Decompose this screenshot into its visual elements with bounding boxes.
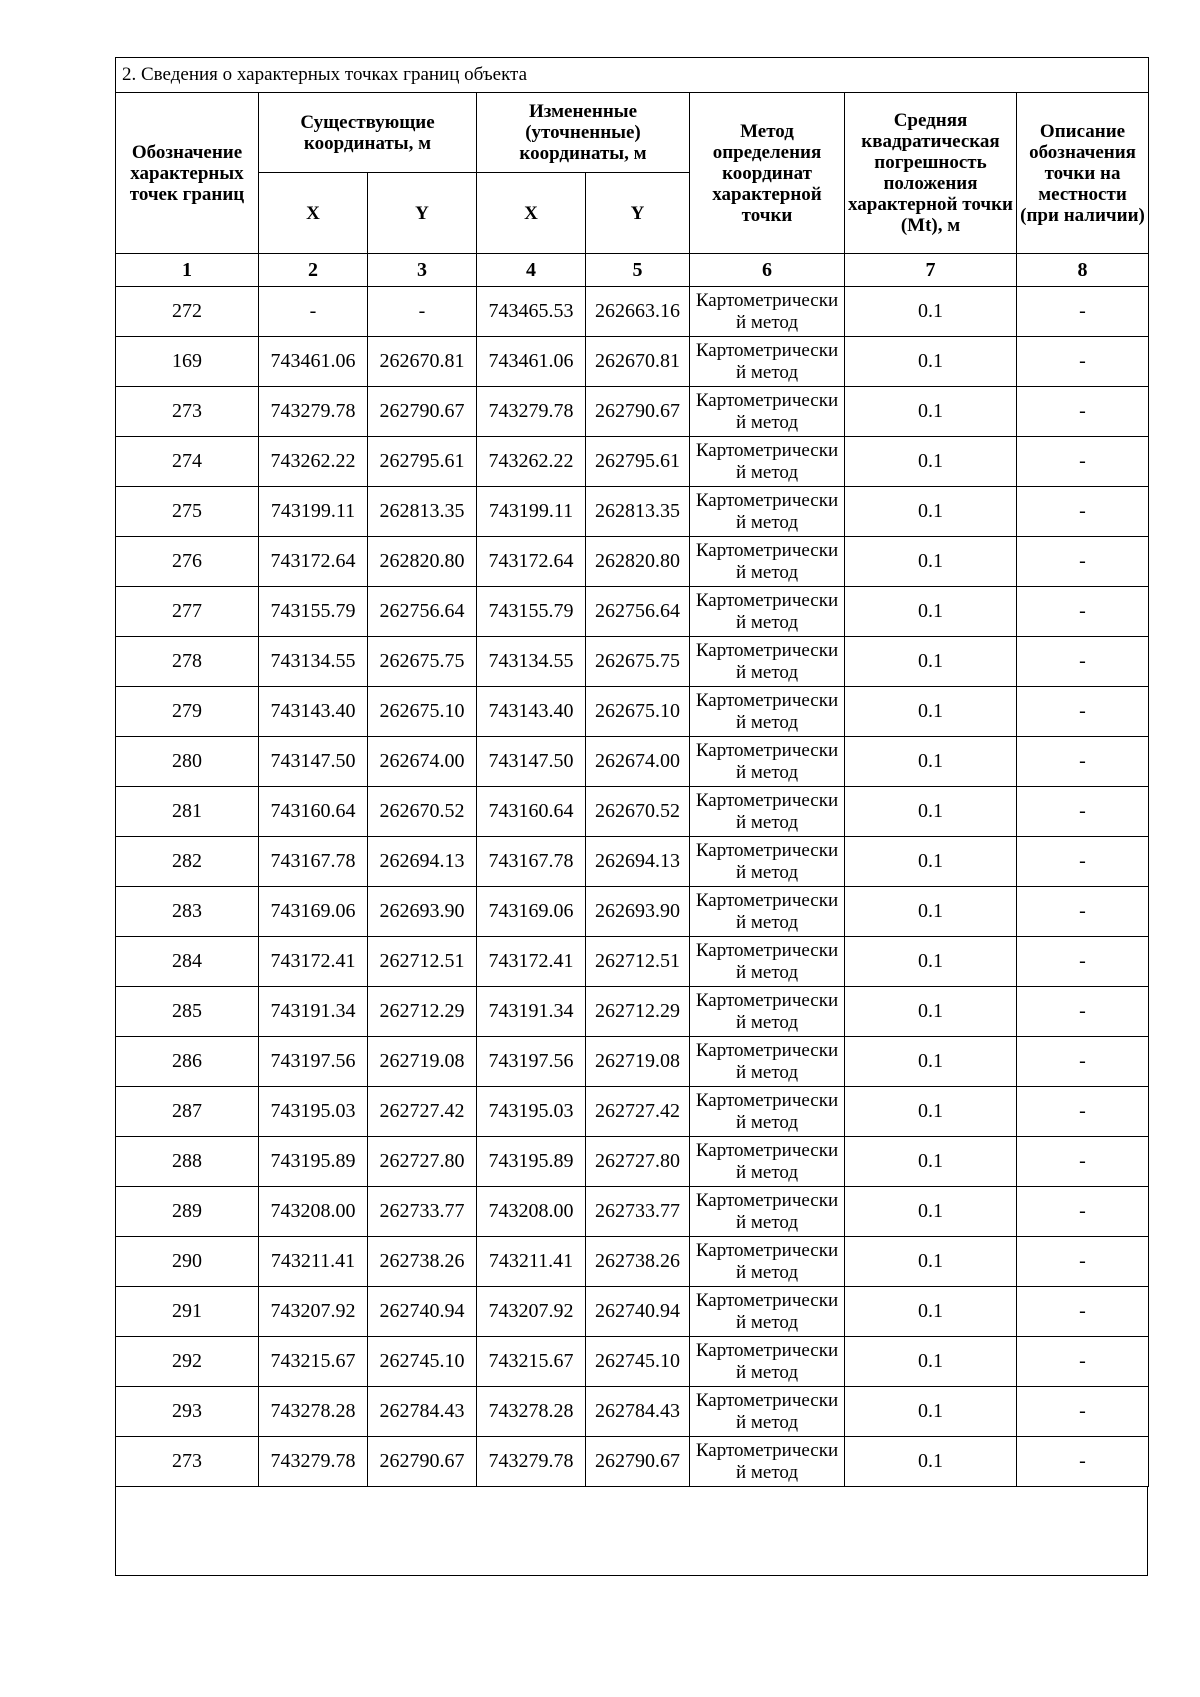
cell-method: Картометрический метод <box>690 787 845 837</box>
cell-description: - <box>1017 1287 1149 1337</box>
cell-existing-x: 743215.67 <box>259 1337 368 1387</box>
cell-method: Картометрический метод <box>690 287 845 337</box>
cell-method: Картометрический метод <box>690 737 845 787</box>
cell-existing-x: 743199.11 <box>259 487 368 537</box>
header-existing-y: Y <box>368 173 477 254</box>
cell-existing-y: 262733.77 <box>368 1187 477 1237</box>
cell-existing-x: 743211.41 <box>259 1237 368 1287</box>
cell-description: - <box>1017 1087 1149 1137</box>
table-row <box>116 1237 1149 1287</box>
cell-changed-y: 262674.00 <box>586 737 690 787</box>
cell-existing-x: 743262.22 <box>259 437 368 487</box>
table-row <box>116 687 1149 737</box>
cell-error: 0.1 <box>845 737 1017 787</box>
cell-method: Картометрический метод <box>690 337 845 387</box>
cell-method: Картометрический метод <box>690 437 845 487</box>
cell-point: 277 <box>116 587 259 637</box>
column-number-row <box>116 254 1149 287</box>
cell-changed-x: 743465.53 <box>477 287 586 337</box>
cell-existing-y: 262790.67 <box>368 1437 477 1487</box>
table-row <box>116 587 1149 637</box>
cell-description: - <box>1017 437 1149 487</box>
cell-changed-y: 262712.29 <box>586 987 690 1037</box>
cell-description: - <box>1017 1137 1149 1187</box>
cell-error: 0.1 <box>845 787 1017 837</box>
cell-description: - <box>1017 737 1149 787</box>
table-body <box>116 287 1149 1487</box>
cell-error: 0.1 <box>845 1337 1017 1387</box>
cell-changed-y: 262820.80 <box>586 537 690 587</box>
cell-changed-x: 743143.40 <box>477 687 586 737</box>
cell-existing-x: 743279.78 <box>259 1437 368 1487</box>
cell-description: - <box>1017 987 1149 1037</box>
empty-bottom-box <box>115 1487 1148 1576</box>
table-row <box>116 637 1149 687</box>
table-row <box>116 737 1149 787</box>
cell-changed-y: 262813.35 <box>586 487 690 537</box>
cell-error: 0.1 <box>845 687 1017 737</box>
header-row-1 <box>116 93 1149 173</box>
cell-point: 282 <box>116 837 259 887</box>
cell-changed-x: 743160.64 <box>477 787 586 837</box>
cell-existing-x: 743169.06 <box>259 887 368 937</box>
cell-description: - <box>1017 837 1149 887</box>
cell-error: 0.1 <box>845 587 1017 637</box>
cell-error: 0.1 <box>845 387 1017 437</box>
cell-existing-x: 743197.56 <box>259 1037 368 1087</box>
cell-changed-y: 262733.77 <box>586 1187 690 1237</box>
cell-error: 0.1 <box>845 537 1017 587</box>
cell-point: 275 <box>116 487 259 537</box>
cell-changed-x: 743147.50 <box>477 737 586 787</box>
cell-changed-y: 262675.75 <box>586 637 690 687</box>
cell-changed-x: 743197.56 <box>477 1037 586 1087</box>
cell-changed-x: 743279.78 <box>477 387 586 437</box>
cell-error: 0.1 <box>845 1237 1017 1287</box>
cell-point: 287 <box>116 1087 259 1137</box>
cell-existing-y: 262694.13 <box>368 837 477 887</box>
cell-existing-y: 262820.80 <box>368 537 477 587</box>
cell-changed-x: 743167.78 <box>477 837 586 887</box>
cell-error: 0.1 <box>845 487 1017 537</box>
cell-method: Картометрический метод <box>690 937 845 987</box>
cell-error: 0.1 <box>845 987 1017 1037</box>
column-number: 5 <box>586 254 690 287</box>
cell-changed-y: 262740.94 <box>586 1287 690 1337</box>
cell-changed-y: 262663.16 <box>586 287 690 337</box>
cell-point: 272 <box>116 287 259 337</box>
cell-changed-x: 743172.64 <box>477 537 586 587</box>
cell-changed-y: 262756.64 <box>586 587 690 637</box>
cell-changed-x: 743199.11 <box>477 487 586 537</box>
cell-description: - <box>1017 1387 1149 1437</box>
cell-changed-x: 743262.22 <box>477 437 586 487</box>
cell-existing-y: 262795.61 <box>368 437 477 487</box>
cell-description: - <box>1017 687 1149 737</box>
cell-existing-x: 743279.78 <box>259 387 368 437</box>
cell-existing-x: 743172.64 <box>259 537 368 587</box>
cell-error: 0.1 <box>845 837 1017 887</box>
cell-existing-y: 262813.35 <box>368 487 477 537</box>
cell-description: - <box>1017 1037 1149 1087</box>
cell-existing-x: 743160.64 <box>259 787 368 837</box>
cell-error: 0.1 <box>845 937 1017 987</box>
cell-method: Картометрический метод <box>690 637 845 687</box>
table-row <box>116 1387 1149 1437</box>
cell-point: 283 <box>116 887 259 937</box>
cell-existing-x: 743167.78 <box>259 837 368 887</box>
cell-point: 280 <box>116 737 259 787</box>
cell-changed-x: 743279.78 <box>477 1437 586 1487</box>
section-title-row <box>116 58 1149 93</box>
header-existing-coords: Существующие координаты, м <box>259 93 477 173</box>
cell-changed-x: 743207.92 <box>477 1287 586 1337</box>
cell-changed-y: 262745.10 <box>586 1337 690 1387</box>
cell-point: 274 <box>116 437 259 487</box>
cell-method: Картометрический метод <box>690 1037 845 1087</box>
cell-changed-x: 743172.41 <box>477 937 586 987</box>
cell-existing-y: 262738.26 <box>368 1237 477 1287</box>
cell-point: 286 <box>116 1037 259 1087</box>
cell-changed-y: 262784.43 <box>586 1387 690 1437</box>
cell-existing-y: 262674.00 <box>368 737 477 787</box>
header-changed-y: Y <box>586 173 690 254</box>
cell-error: 0.1 <box>845 1087 1017 1137</box>
cell-point: 278 <box>116 637 259 687</box>
cell-existing-x: 743461.06 <box>259 337 368 387</box>
cell-error: 0.1 <box>845 887 1017 937</box>
cell-description: - <box>1017 537 1149 587</box>
cell-point: 293 <box>116 1387 259 1437</box>
cell-changed-y: 262790.67 <box>586 387 690 437</box>
cell-existing-y: 262740.94 <box>368 1287 477 1337</box>
cell-error: 0.1 <box>845 1137 1017 1187</box>
cell-changed-y: 262719.08 <box>586 1037 690 1087</box>
column-number: 7 <box>845 254 1017 287</box>
cell-existing-x: 743195.03 <box>259 1087 368 1137</box>
table-row <box>116 937 1149 987</box>
cell-point: 279 <box>116 687 259 737</box>
table-row <box>116 1187 1149 1237</box>
cell-changed-x: 743195.89 <box>477 1137 586 1187</box>
cell-point: 273 <box>116 387 259 437</box>
cell-method: Картометрический метод <box>690 987 845 1037</box>
header-existing-x: X <box>259 173 368 254</box>
cell-changed-y: 262670.52 <box>586 787 690 837</box>
cell-point: 292 <box>116 1337 259 1387</box>
cell-changed-y: 262694.13 <box>586 837 690 887</box>
table-row <box>116 487 1149 537</box>
cell-description: - <box>1017 937 1149 987</box>
cell-method: Картометрический метод <box>690 887 845 937</box>
table-row <box>116 987 1149 1037</box>
cell-method: Картометрический метод <box>690 487 845 537</box>
cell-changed-y: 262693.90 <box>586 887 690 937</box>
cell-existing-x: 743155.79 <box>259 587 368 637</box>
cell-changed-y: 262738.26 <box>586 1237 690 1287</box>
cell-existing-x: 743207.92 <box>259 1287 368 1337</box>
cell-existing-y: 262727.42 <box>368 1087 477 1137</box>
cell-description: - <box>1017 337 1149 387</box>
cell-point: 169 <box>116 337 259 387</box>
cell-existing-y: 262670.52 <box>368 787 477 837</box>
cell-existing-x: 743195.89 <box>259 1137 368 1187</box>
cell-method: Картометрический метод <box>690 1287 845 1337</box>
cell-description: - <box>1017 587 1149 637</box>
cell-point: 281 <box>116 787 259 837</box>
cell-description: - <box>1017 1187 1149 1237</box>
cell-existing-x: 743208.00 <box>259 1187 368 1237</box>
cell-description: - <box>1017 387 1149 437</box>
cell-existing-y: 262719.08 <box>368 1037 477 1087</box>
table-row <box>116 1087 1149 1137</box>
cell-error: 0.1 <box>845 337 1017 387</box>
table-row <box>116 537 1149 587</box>
cell-existing-y: 262712.51 <box>368 937 477 987</box>
cell-existing-x: 743147.50 <box>259 737 368 787</box>
cell-changed-y: 262727.42 <box>586 1087 690 1137</box>
cell-method: Картометрический метод <box>690 537 845 587</box>
cell-error: 0.1 <box>845 1037 1017 1087</box>
cell-existing-x: 743143.40 <box>259 687 368 737</box>
table-row <box>116 887 1149 937</box>
table-row <box>116 1037 1149 1087</box>
cell-description: - <box>1017 1437 1149 1487</box>
cell-existing-y: 262790.67 <box>368 387 477 437</box>
table-row <box>116 1137 1149 1187</box>
cell-method: Картометрический метод <box>690 1137 845 1187</box>
cell-changed-x: 743134.55 <box>477 637 586 687</box>
column-number: 4 <box>477 254 586 287</box>
cell-point: 285 <box>116 987 259 1037</box>
cell-changed-y: 262790.67 <box>586 1437 690 1487</box>
cell-description: - <box>1017 637 1149 687</box>
cell-existing-y: - <box>368 287 477 337</box>
cell-point: 291 <box>116 1287 259 1337</box>
cell-error: 0.1 <box>845 1387 1017 1437</box>
cell-method: Картометрический метод <box>690 1087 845 1137</box>
table-row <box>116 837 1149 887</box>
column-number: 6 <box>690 254 845 287</box>
cell-existing-x: 743191.34 <box>259 987 368 1037</box>
cell-existing-x: - <box>259 287 368 337</box>
cell-changed-x: 743191.34 <box>477 987 586 1037</box>
cell-existing-y: 262675.75 <box>368 637 477 687</box>
cell-existing-y: 262727.80 <box>368 1137 477 1187</box>
cell-changed-y: 262675.10 <box>586 687 690 737</box>
cell-description: - <box>1017 287 1149 337</box>
column-number: 3 <box>368 254 477 287</box>
table-row <box>116 387 1149 437</box>
cell-changed-x: 743211.41 <box>477 1237 586 1287</box>
cell-existing-x: 743172.41 <box>259 937 368 987</box>
cell-existing-y: 262756.64 <box>368 587 477 637</box>
cell-changed-x: 743169.06 <box>477 887 586 937</box>
table-row <box>116 1437 1149 1487</box>
cell-existing-y: 262675.10 <box>368 687 477 737</box>
cell-point: 290 <box>116 1237 259 1287</box>
cell-existing-y: 262693.90 <box>368 887 477 937</box>
cell-method: Картометрический метод <box>690 1437 845 1487</box>
cell-changed-x: 743155.79 <box>477 587 586 637</box>
table-row <box>116 1337 1149 1387</box>
cell-point: 289 <box>116 1187 259 1237</box>
cell-changed-x: 743215.67 <box>477 1337 586 1387</box>
cell-error: 0.1 <box>845 437 1017 487</box>
cell-existing-y: 262712.29 <box>368 987 477 1037</box>
cell-point: 284 <box>116 937 259 987</box>
cell-point: 288 <box>116 1137 259 1187</box>
boundary-points-sheet <box>115 57 1148 1576</box>
cell-changed-y: 262670.81 <box>586 337 690 387</box>
section-title: 2. Сведения о характерных точках границ объекта <box>116 58 1149 93</box>
boundary-points-table <box>115 57 1149 1487</box>
cell-changed-y: 262727.80 <box>586 1137 690 1187</box>
header-changed-coords: Измененные (уточненные) координаты, м <box>477 93 690 173</box>
cell-description: - <box>1017 787 1149 837</box>
cell-point: 276 <box>116 537 259 587</box>
table-row <box>116 337 1149 387</box>
cell-method: Картометрический метод <box>690 1237 845 1287</box>
cell-method: Картометрический метод <box>690 1337 845 1387</box>
header-error: Средняя квадратическая погрешность положения характерной точки (Mt), м <box>845 93 1017 254</box>
cell-changed-x: 743278.28 <box>477 1387 586 1437</box>
header-changed-x: X <box>477 173 586 254</box>
column-number: 2 <box>259 254 368 287</box>
cell-existing-y: 262784.43 <box>368 1387 477 1437</box>
header-point: Обозначение характерных точек границ <box>116 93 259 254</box>
cell-method: Картометрический метод <box>690 1387 845 1437</box>
column-number: 8 <box>1017 254 1149 287</box>
cell-error: 0.1 <box>845 637 1017 687</box>
table-row <box>116 437 1149 487</box>
cell-error: 0.1 <box>845 287 1017 337</box>
cell-existing-x: 743134.55 <box>259 637 368 687</box>
cell-error: 0.1 <box>845 1287 1017 1337</box>
cell-method: Картометрический метод <box>690 1187 845 1237</box>
cell-existing-y: 262745.10 <box>368 1337 477 1387</box>
column-number: 1 <box>116 254 259 287</box>
header-method: Метод определения координат характерной точки <box>690 93 845 254</box>
header-description: Описание обозначения точки на местности (при наличии) <box>1017 93 1149 254</box>
cell-changed-x: 743461.06 <box>477 337 586 387</box>
table-row <box>116 287 1149 337</box>
cell-method: Картометрический метод <box>690 837 845 887</box>
cell-changed-y: 262712.51 <box>586 937 690 987</box>
cell-description: - <box>1017 1337 1149 1387</box>
cell-changed-x: 743208.00 <box>477 1187 586 1237</box>
cell-method: Картометрический метод <box>690 687 845 737</box>
cell-description: - <box>1017 1237 1149 1287</box>
cell-changed-y: 262795.61 <box>586 437 690 487</box>
cell-method: Картометрический метод <box>690 387 845 437</box>
cell-point: 273 <box>116 1437 259 1487</box>
cell-error: 0.1 <box>845 1437 1017 1487</box>
cell-error: 0.1 <box>845 1187 1017 1237</box>
cell-existing-y: 262670.81 <box>368 337 477 387</box>
cell-changed-x: 743195.03 <box>477 1087 586 1137</box>
table-row <box>116 787 1149 837</box>
cell-method: Картометрический метод <box>690 587 845 637</box>
cell-existing-x: 743278.28 <box>259 1387 368 1437</box>
cell-description: - <box>1017 887 1149 937</box>
cell-description: - <box>1017 487 1149 537</box>
table-row <box>116 1287 1149 1337</box>
